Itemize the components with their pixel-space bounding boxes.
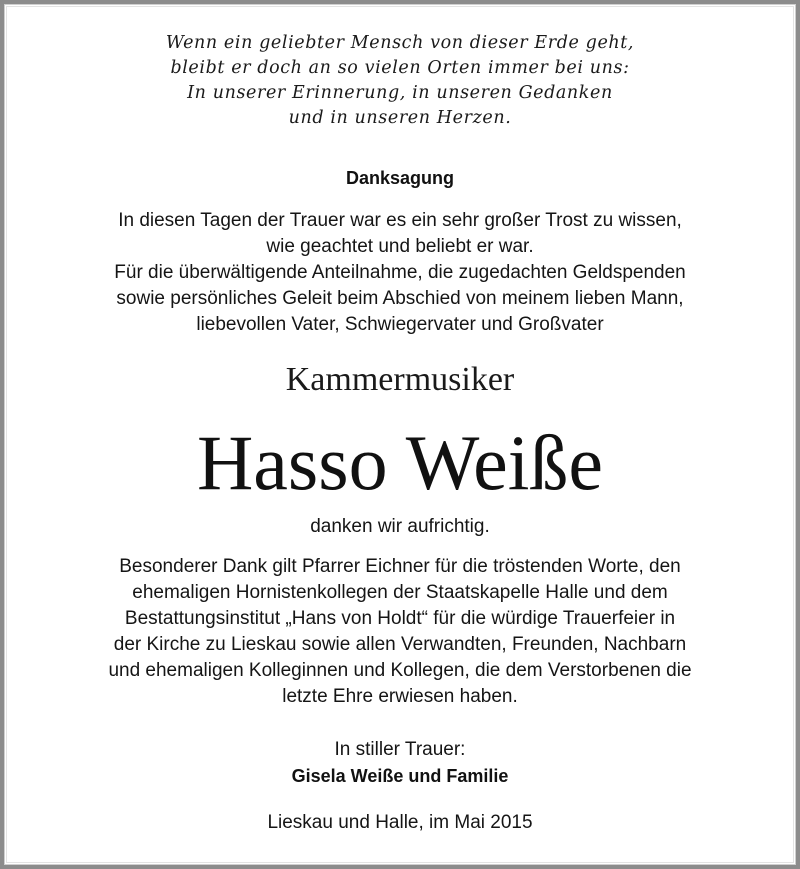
- notice-heading: Danksagung: [345, 168, 455, 188]
- poem-line: Wenn ein geliebter Mensch von dieser Erde geht,: [165, 33, 635, 53]
- closing-intro: In stiller Trauer:: [334, 739, 466, 760]
- deceased-name: Hasso Weiße: [196, 419, 604, 506]
- deceased-title: Kammermusiker: [285, 361, 515, 398]
- intro-line: Für die überwältigende Anteilnahme, die zugedachten Geldspenden: [114, 262, 686, 283]
- poem-line: und in unseren Herzen.: [288, 108, 512, 128]
- poem-line: In unserer Erinnerung, in unseren Gedanken: [187, 83, 613, 103]
- intro-line: In diesen Tagen der Trauer war es ein sehr großer Trost zu wissen,: [118, 210, 682, 231]
- special-thanks-line: der Kirche zu Lieskau sowie allen Verwandten, Freunden, Nachbarn: [113, 634, 687, 655]
- signature: Gisela Weiße und Familie: [291, 766, 509, 786]
- special-thanks-line: letzte Ehre erwiesen haben.: [282, 686, 518, 707]
- place-date: Lieskau und Halle, im Mai 2015: [267, 812, 533, 833]
- special-thanks-paragraph: [0, 554, 800, 710]
- special-thanks-line: und ehemaligen Kolleginnen und Kollegen, die dem Verstorbenen die: [108, 660, 692, 681]
- intro-line: sowie persönliches Geleit beim Abschied von meinem lieben Mann,: [116, 288, 684, 309]
- thanks-line: danken wir aufrichtig.: [310, 516, 490, 537]
- memorial-poem: [0, 31, 800, 131]
- special-thanks-line: ehemaligen Hornistenkollegen der Staatskapelle Halle und dem: [132, 582, 668, 603]
- special-thanks-line: Besonderer Dank gilt Pfarrer Eichner für die tröstenden Worte, den: [119, 556, 681, 577]
- special-thanks-line: Bestattungsinstitut „Hans von Holdt“ für die würdige Trauerfeier in: [124, 608, 676, 629]
- intro-paragraph: [0, 208, 800, 338]
- poem-line: bleibt er doch an so vielen Orten immer bei uns:: [170, 58, 630, 78]
- intro-line: liebevollen Vater, Schwiegervater und Großvater: [196, 314, 604, 335]
- intro-line: wie geachtet und beliebt er war.: [266, 236, 534, 257]
